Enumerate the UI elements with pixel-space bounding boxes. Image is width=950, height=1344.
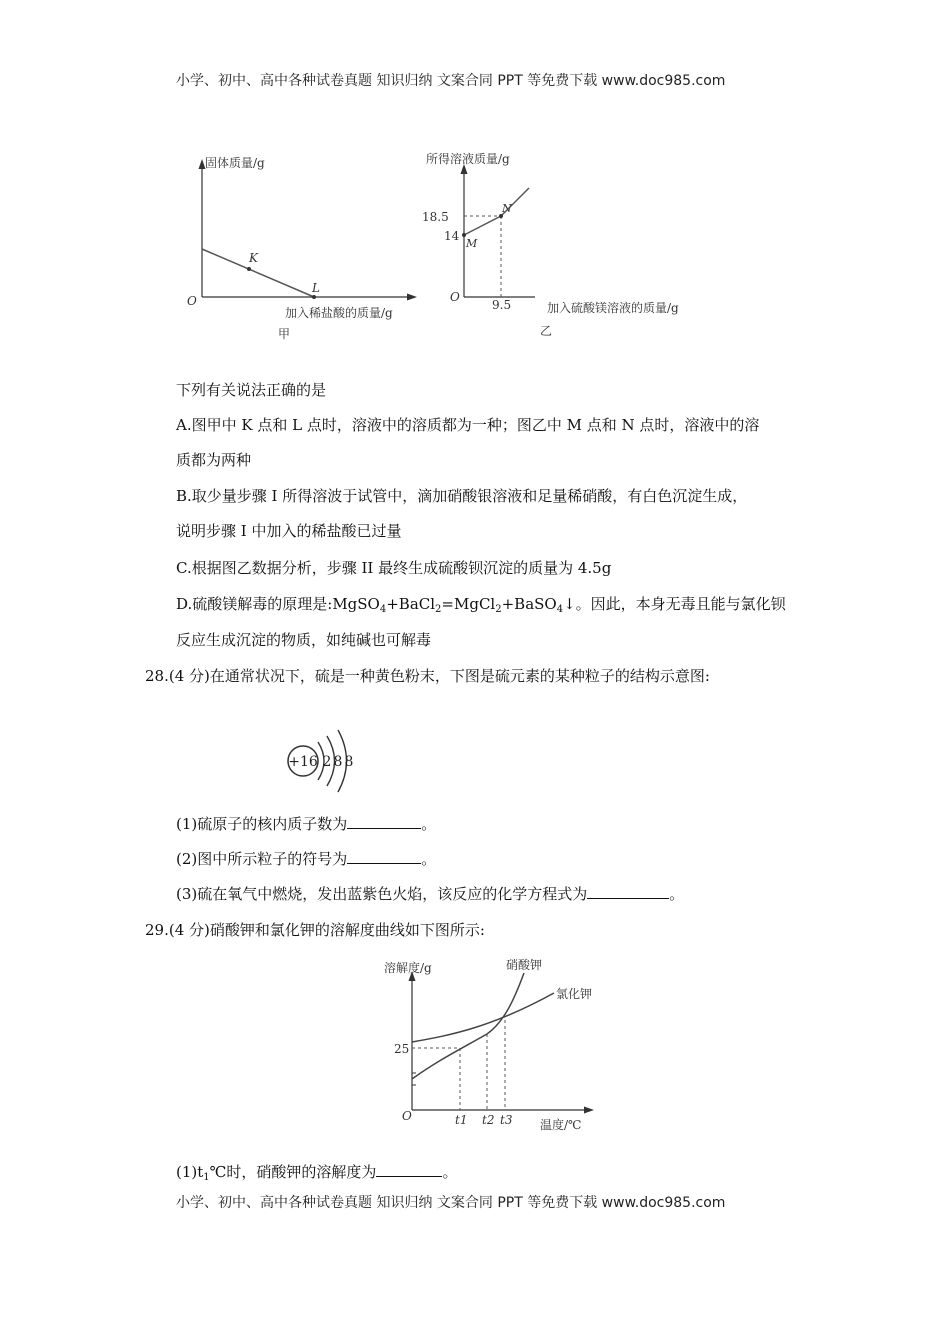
q28-sub2: (2)图中所示粒子的符号为 。 — [176, 850, 437, 868]
q27-option-b-line1: B.取少量步骤 I 所得溶波于试管中，滴加硝酸银溶液和足量稀硝酸，有白色沉淀生成， — [176, 487, 748, 505]
q27-stem: 下列有关说法正确的是 — [176, 381, 327, 399]
q27-option-d-line1: D.硫酸镁解毒的原理是:MgSO$_4$+BaCl$_2$=MgCl$_2$+BaSO$_4$↓。因此，本身无毒且能与氯化钡 — [176, 595, 786, 615]
x-axis-arrow — [407, 294, 417, 301]
chart-jia — [175, 145, 430, 345]
point-k-label: K — [249, 251, 258, 265]
x-axis-label: 加入硫酸镁溶液的质量/g — [547, 301, 679, 315]
page-footer: 小学、初中、高中各种试卷真题 知识归纳 文案合同 PPT 等免费下载 www.doc985.com — [176, 1195, 726, 1211]
q29-sub1: $(1)t_1℃$时，硝酸钾的溶解度为 。 — [176, 1163, 458, 1183]
chart-caption: 乙 — [540, 324, 553, 338]
point-l — [312, 295, 316, 299]
page-header: 小学、初中、高中各种试卷真题 知识归纳 文案合同 PPT 等免费下载 www.doc985.com — [176, 73, 726, 89]
x-axis-arrow — [584, 1107, 594, 1114]
point-l-label: L — [312, 281, 320, 295]
q27-option-a-line2: 质都为两种 — [176, 451, 252, 469]
series-kno3 — [412, 973, 524, 1079]
y-axis-label: 溶解度/g — [384, 961, 432, 975]
answer-blank — [347, 849, 421, 864]
q27-option-c: C.根据图乙数据分析，步骤 II 最终生成硫酸钡沉淀的质量为 4.5g — [176, 559, 612, 577]
x-axis-label: 加入稀盐酸的质量/g — [285, 306, 393, 320]
solution-mass-line-1 — [464, 216, 501, 235]
y-tick-18.5: 18.5 — [422, 210, 449, 224]
q27-option-a-line1: A.图甲中 K 点和 L 点时，溶液中的溶质都为一种；图乙中 M 点和 N 点时，溶液中的溶 — [176, 416, 760, 434]
chart-caption: 甲 — [278, 327, 291, 341]
solid-mass-line — [202, 249, 314, 297]
legend-kno3: 硝酸钾 — [506, 958, 543, 972]
point-k — [247, 267, 251, 271]
q29-stem: 29.(4 分)硝酸钾和氯化钾的溶解度曲线如下图所示: — [145, 921, 485, 939]
origin-label: O — [402, 1109, 412, 1123]
answer-blank — [376, 1162, 442, 1177]
origin-label: O — [450, 290, 460, 304]
y-tick-14: 14 — [444, 229, 460, 243]
legend-kcl: 氯化钾 — [556, 987, 593, 1001]
shell-3-electrons: 8 — [344, 754, 354, 770]
series-kcl — [412, 993, 554, 1042]
chart-yi — [420, 145, 720, 345]
x-tick-t2: t2 — [482, 1113, 495, 1127]
y-axis-label: 固体质量/g — [205, 156, 265, 170]
point-m-label: M — [466, 237, 478, 250]
solubility-chart — [372, 955, 622, 1135]
x-axis-label: 温度/℃ — [540, 1118, 582, 1132]
x-tick-t1: t1 — [455, 1113, 468, 1127]
q27-option-d-line2: 反应生成沉淀的物质，如纯碱也可解毒 — [176, 631, 432, 649]
answer-blank — [587, 884, 669, 899]
q28-sub3: (3)硫在氧气中燃烧，发出蓝紫色火焰，该反应的化学方程式为 。 — [176, 885, 685, 903]
origin-label: O — [187, 294, 197, 308]
sulfur-ion-diagram — [282, 724, 364, 796]
shell-1-electrons: 2 — [322, 754, 332, 770]
y-tick-25: 25 — [394, 1042, 410, 1056]
nucleus-charge: +16 — [288, 754, 318, 770]
x-tick-9.5: 9.5 — [492, 298, 512, 312]
answer-blank — [347, 814, 421, 829]
q28-stem: 28.(4 分)在通常状况下，硫是一种黄色粉末，下图是硫元素的某种粒子的结构示意图: — [145, 667, 710, 685]
point-n-label: N — [502, 202, 512, 215]
q28-sub1: (1)硫原子的核内质子数为 。 — [176, 815, 437, 833]
shell-2-electrons: 8 — [333, 754, 343, 770]
q27-option-b-line2: 说明步骤 I 中加入的稀盐酸已过量 — [176, 522, 402, 540]
y-axis-label: 所得溶液质量/g — [426, 152, 510, 166]
x-tick-t3: t3 — [500, 1113, 513, 1127]
